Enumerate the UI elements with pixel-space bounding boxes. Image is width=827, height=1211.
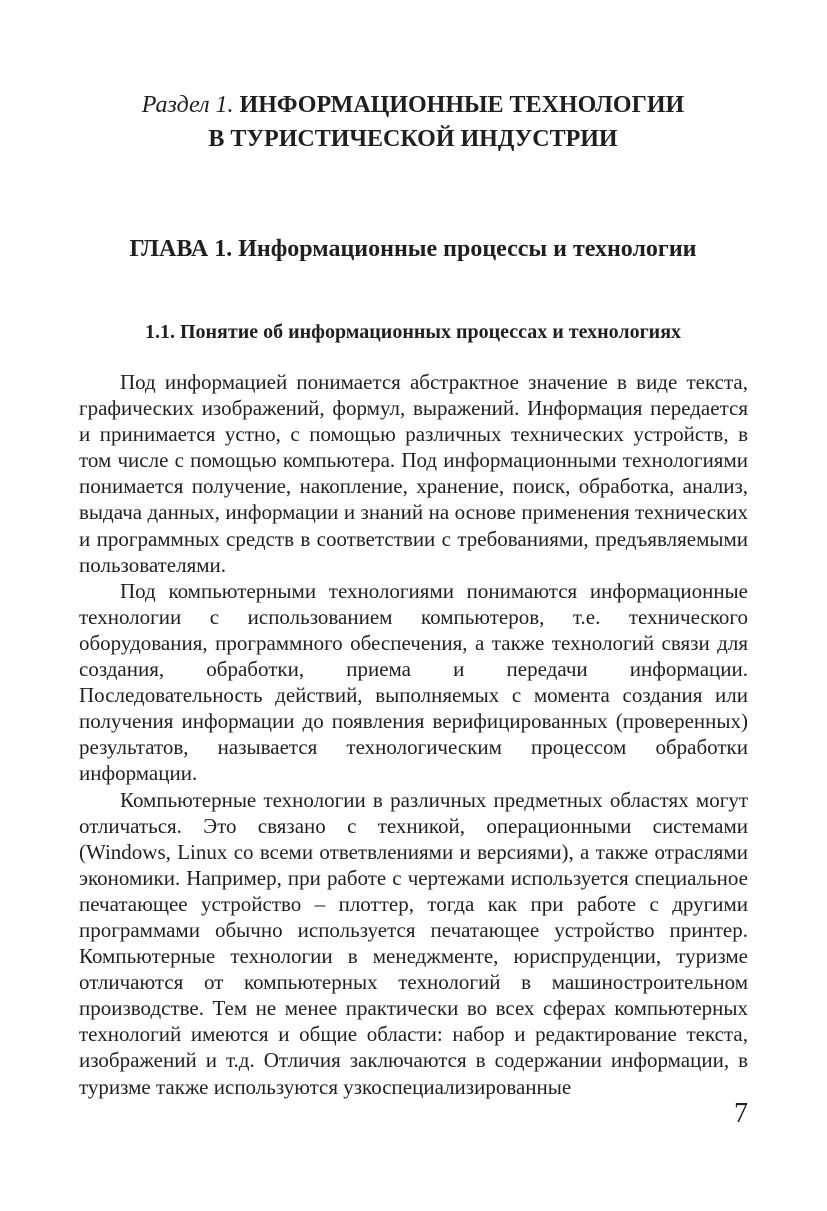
section-heading-line-1 [78,88,748,122]
page-number: 7 [734,1098,748,1129]
paragraph-2: Под компьютерными технологиями понимаются информационные технологии с использованием компьютеров, т.е. технического оборудования, программного обеспечения, а также технологий связи для создания, обработки, приема и передачи информации. Последовательность действий, выполняемых с момента создания или получения информации до появления верифицированных (проверенных) результатов, называется технологическим процессом обработки информации. [79,578,748,786]
section-heading [78,88,748,156]
section-title-line-1: ИНФОРМАЦИОННЫЕ ТЕХНОЛОГИИ [239,92,685,118]
paragraph-3: Компьютерные технологии в различных предметных областях могут отличаться. Это связано с техникой, операционными системами (Windows, Linux со всеми ответвлениями и версиями), а также отраслями экономики. Например, при работе с чертежами используется специальное печатающее устройство – плоттер, тогда как при работе с другими программами обычно используется печатающее устройство принтер. Компьютерные технологии в менеджменте, юриспруденции, туризме отличаются от компьютерных технологий в машиностроительном производстве. Тем не менее практически во всех сферах компьютерных технологий имеются и общие области: набор и редактирование текста, изображений и т.д. Отличия заключаются в содержании информации, в туризме также используются узкоспециализированные [79,787,748,1099]
section-prefix: Раздел 1. [141,92,234,118]
body-text [79,369,748,1100]
paragraph-1: Под информацией понимается абстрактное значение в виде текста, графических изображений, формул, выражений. Информация передается и принимается устно, с помощью различных технических устройств, в том числе с помощью компьютера. Под информационными технологиями понимается получение, накопление, хранение, поиск, обработка, анализ, выдача данных, информации и знаний на основе применения технических и программных средств в соответствии с требованиями, предъявляемыми пользователями. [79,370,748,577]
section-title-line-2: В ТУРИСТИЧЕСКОЙ ИНДУСТРИИ [208,126,618,152]
chapter-heading: ГЛАВА 1. Информационные процессы и технологии [129,236,697,262]
subsection-heading: 1.1. Понятие об информационных процессах и технологиях [144,321,682,343]
